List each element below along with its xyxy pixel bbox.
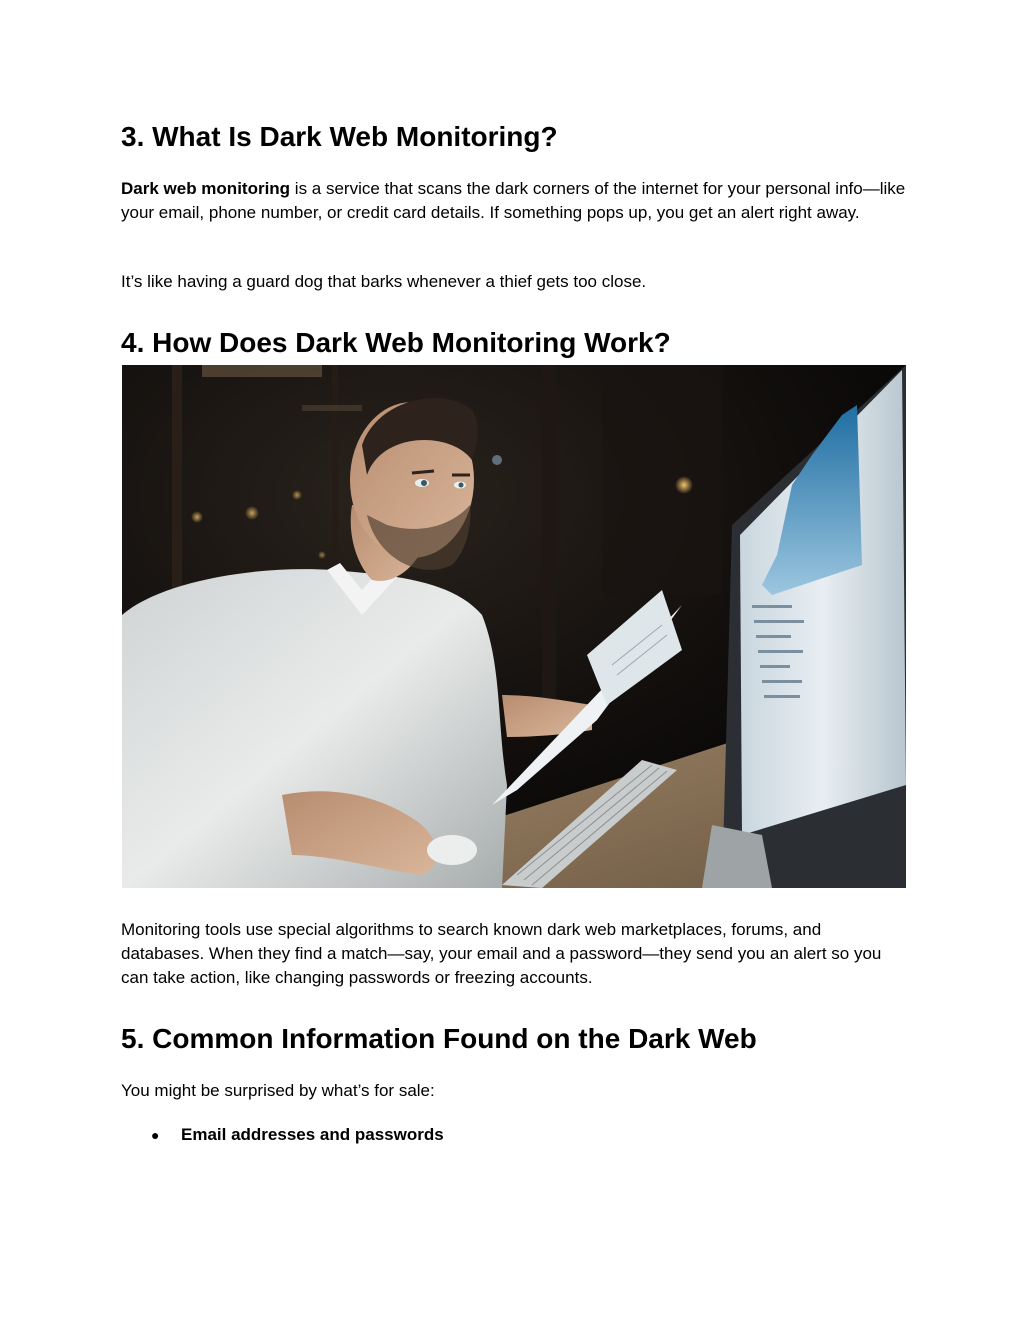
paragraph-analogy: It’s like having a guard dog that barks whenever a thief gets too close.: [121, 272, 647, 291]
section-heading-5: 5. Common Information Found on the Dark Web: [121, 1023, 757, 1054]
bullet-icon: ●: [151, 1127, 160, 1143]
paragraph-definition: [121, 177, 906, 225]
paragraph-how-it-works: Monitoring tools use special algorithms to search known dark web marketplaces, forums, and databases. When they find a match—say, your email and a password—they send you an alert so you can take action, like changing passwords or freezing accounts.: [121, 920, 882, 987]
list-item-text: Email addresses and passwords: [181, 1125, 444, 1144]
section-heading-3: 3. What Is Dark Web Monitoring?: [121, 121, 558, 152]
man-at-computer-photo: [122, 365, 906, 888]
bold-term: Dark web monitoring: [121, 179, 291, 198]
definition-text: is a service that scans the dark corners of the internet for your personal info—like your email, phone number, or credit card details. If something pops up, you get an alert right away.: [121, 179, 906, 222]
list-item: [151, 1123, 444, 1147]
section-heading-4: 4. How Does Dark Web Monitoring Work?: [121, 327, 671, 358]
paragraph-intro: You might be surprised by what’s for sale:: [121, 1081, 435, 1100]
